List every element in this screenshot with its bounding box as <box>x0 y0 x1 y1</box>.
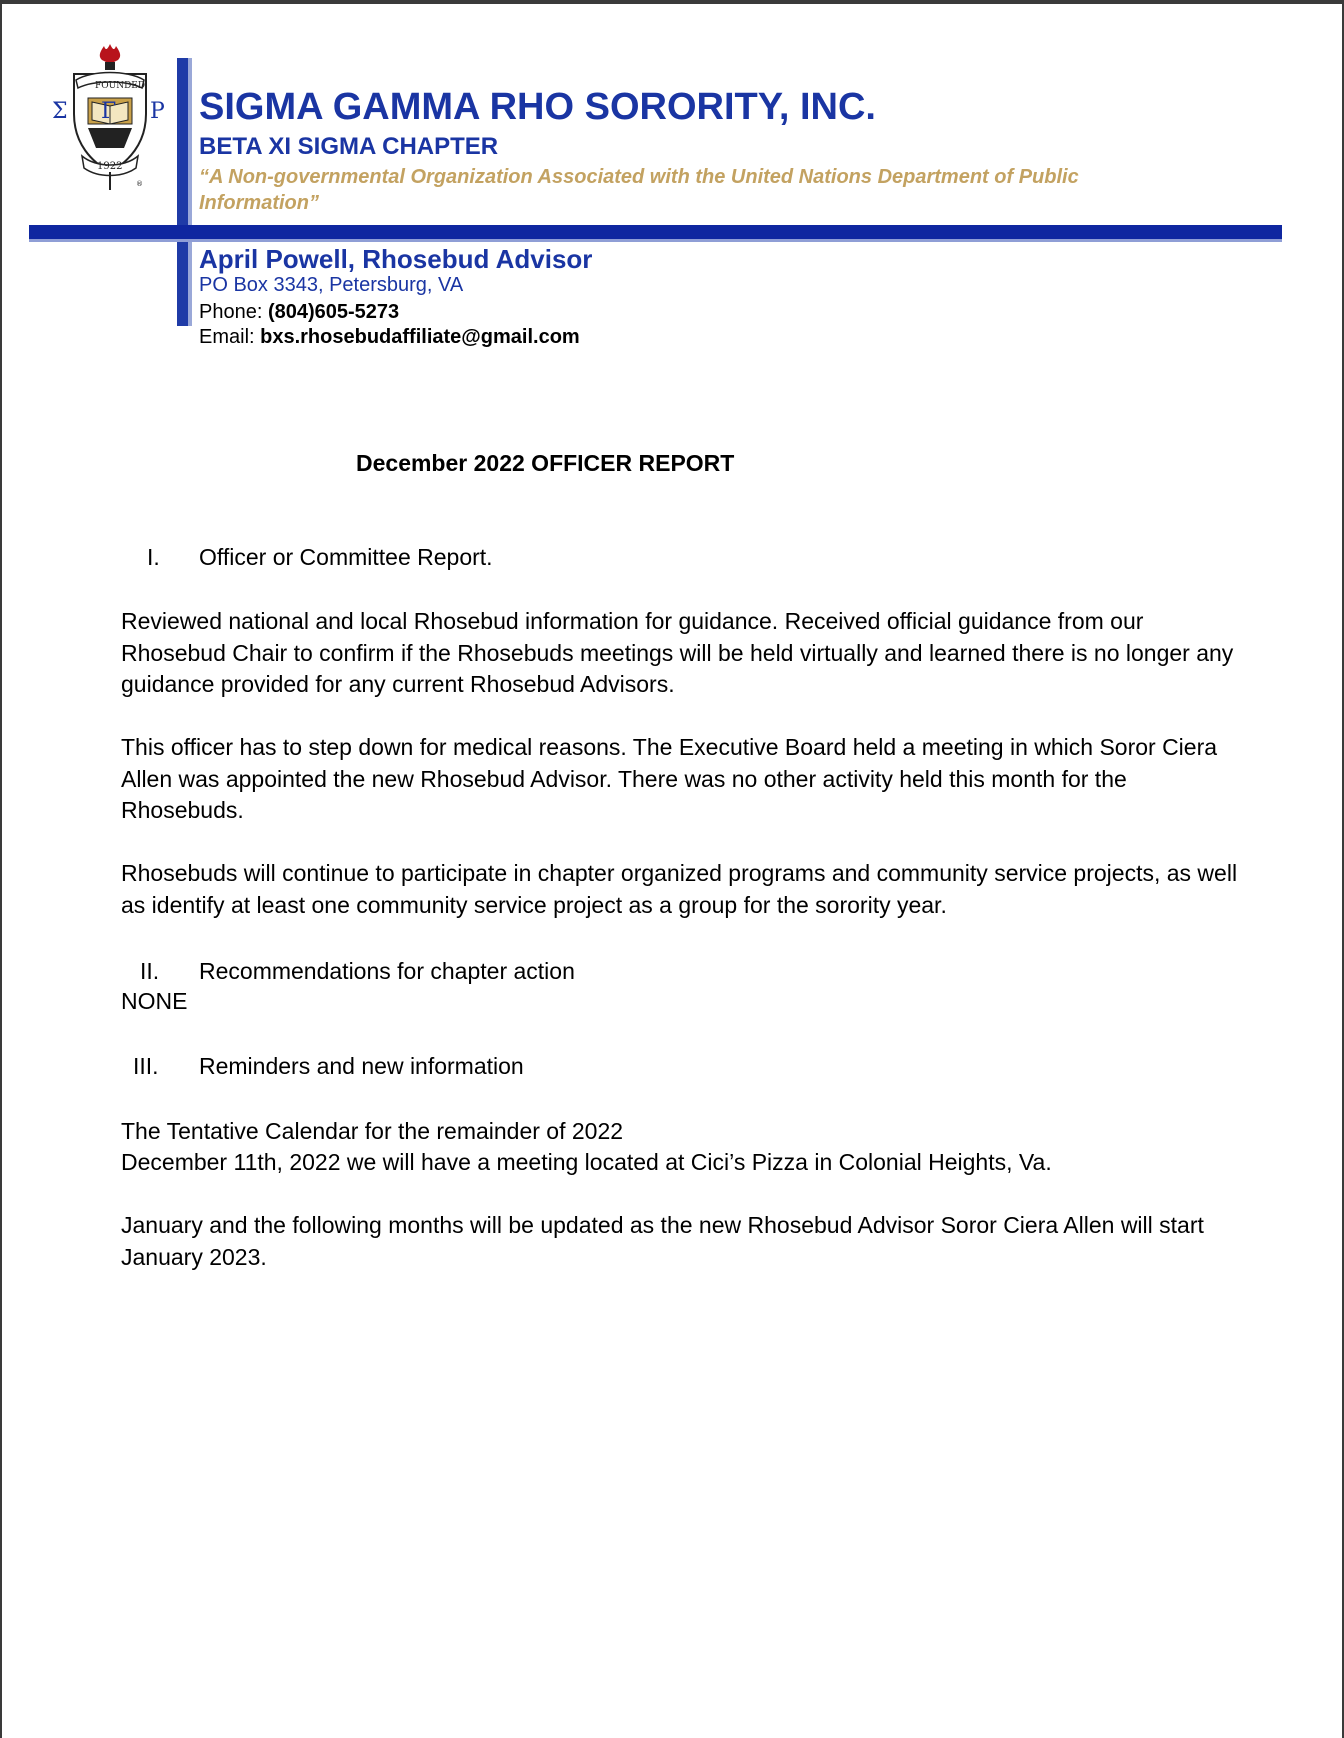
svg-text:1922: 1922 <box>97 161 123 172</box>
calendar-item: December 11th, 2022 we will have a meeting located at Cici’s Pizza in Colonial Heights, Va. <box>121 1149 1052 1175</box>
calendar-heading: The Tentative Calendar for the remainder of 2022 <box>121 1118 624 1144</box>
svg-text:Ρ: Ρ <box>150 99 165 124</box>
section-3-numeral: III. <box>133 1053 159 1079</box>
section-2-body: NONE <box>121 988 188 1014</box>
mailing-address: PO Box 3343, Petersburg, VA <box>199 274 464 296</box>
email-line <box>199 326 580 349</box>
section-2-numeral: II. <box>140 958 160 984</box>
sorority-crest-logo <box>52 44 168 194</box>
chapter-name: BETA XI SIGMA CHAPTER <box>199 133 499 160</box>
closing-paragraph: January and the following months will be updated as the new Rhosebud Advisor Soror Ciera Allen will start January 2023. <box>121 1212 1204 1270</box>
organization-name: SIGMA GAMMA RHO SORORITY, INC. <box>199 86 876 128</box>
phone-label: Phone: <box>199 301 268 323</box>
section-3-heading: Reminders and new information <box>199 1053 524 1079</box>
section-1-paragraph: Reviewed national and local Rhosebud information for guidance. Received official guidance from our Rhosebud Chair to confirm if the Rhosebuds meetings will be held virtually and learned there is no longer any guidance provided for any current Rhosebud Advisors. <box>121 608 1234 697</box>
svg-text:®: ® <box>136 180 143 188</box>
torch-icon <box>100 44 120 70</box>
advisor-name: April Powell, Rhosebud Advisor <box>199 244 593 274</box>
organization-tagline: “A Non-governmental Organization Associated with the United Nations Department of Public Information” <box>199 166 1079 214</box>
phone-line <box>199 301 399 324</box>
letterhead-horizontal-rule <box>29 225 1282 239</box>
section-1-paragraph: Rhosebuds will continue to participate in chapter organized programs and community service projects, as well as identify at least one community service project as a group for the sorority year. <box>121 860 1238 918</box>
section-1-paragraph: This officer has to step down for medical reasons. The Executive Board held a meeting in which Soror Ciera Allen was appointed the new Rhosebud Advisor. There was no other activity held this month for the Rhosebuds. <box>121 734 1218 823</box>
email-label: Email: <box>199 326 261 348</box>
letterhead-vertical-rule-shadow <box>188 58 192 326</box>
letterhead-horizontal-rule-shadow <box>29 239 1282 242</box>
svg-text:FOUNDED: FOUNDED <box>95 81 146 91</box>
email-address: bxs.rhosebudaffiliate@gmail.com <box>260 326 580 348</box>
svg-text:Σ: Σ <box>52 99 68 124</box>
letterhead-vertical-rule <box>177 58 188 326</box>
section-1-numeral: I. <box>147 544 160 570</box>
svg-text:Γ: Γ <box>101 99 117 124</box>
section-1-heading: Officer or Committee Report. <box>199 544 493 570</box>
section-2-heading: Recommendations for chapter action <box>199 958 575 984</box>
phone-number: (804)605-5273 <box>267 301 400 323</box>
report-title: December 2022 OFFICER REPORT <box>356 450 735 476</box>
